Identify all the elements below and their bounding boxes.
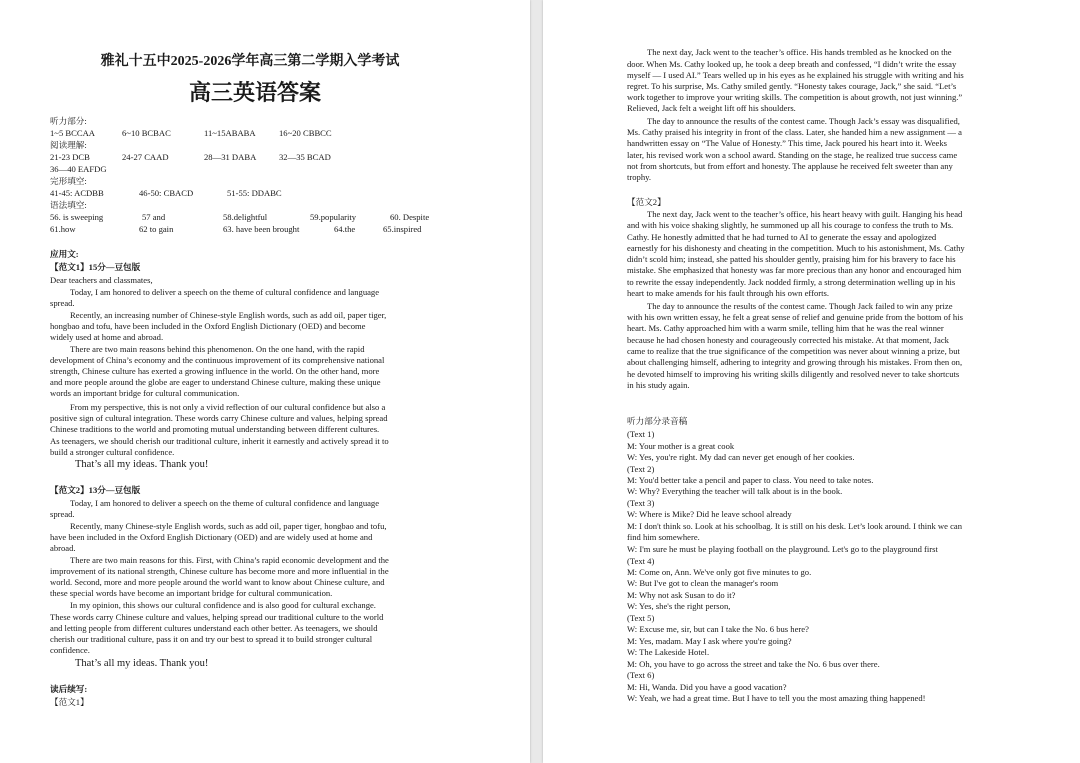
answer-item: 51-55: DDABC — [227, 188, 282, 198]
text-line: world. Second, more and more people around the world want to know about Chinese culture, and — [50, 577, 385, 587]
text-line: Recently, many Chinese-style English words, such as add oil, paper tiger, hongbao and tofu, — [70, 521, 387, 531]
answer-item: 6~10 BCBAC — [122, 128, 171, 138]
text-line: strength, Chinese culture has exerted a growing influence in the world. On the other hand, more — [50, 366, 380, 376]
text-line: That’s all my ideas. Thank you! — [75, 658, 209, 669]
text-line: M: Hi, Wanda. Did you have a good vacation? — [627, 682, 787, 692]
text-line: build a stronger cultural confidence. — [50, 447, 175, 457]
answer-heading: 36—40 EAFDG — [50, 164, 107, 174]
text-line: development of China’s economy and the continuous improvement of its comprehensive national — [50, 355, 385, 365]
text-line: he devoted himself to improving his writing skills diligently and resolved never to take shortcuts — [627, 369, 960, 379]
text-line: work together to improve your writing skills. The competition is about growth, not just winning.” — [627, 92, 963, 102]
answer-heading: 语法填空: — [50, 200, 87, 210]
text-line: M: Why not ask Susan to do it? — [627, 590, 736, 600]
text-line: myself — I used AI.” Tears welled up in his eyes as he explained his struggle with writing and his — [627, 70, 964, 80]
answer-item: 32—35 BCAD — [279, 152, 331, 162]
text-line: trophy. — [627, 172, 652, 182]
answer-item: 58.delightful — [223, 212, 268, 222]
answer-item: 57 and — [142, 212, 166, 222]
text-line: Dear teachers and classmates, — [50, 275, 153, 285]
text-line: M: I don't think so. Look at his schoolbag. It is still on his desk. Let’s look around. I think we can — [627, 521, 963, 531]
text-line: M: Your mother is a great cook — [627, 441, 735, 451]
text-line: M: You'd better take a pencil and paper to class. You need to take notes. — [627, 475, 874, 485]
answer-heading: 听力部分: — [50, 116, 87, 126]
text-line: The day to announce the results of the contest came. Though Jack failed to win any prize — [647, 301, 953, 311]
text-line: mistake. She emphasized that honesty was far more precious than any honor and encouraged him — [627, 265, 962, 275]
text-line: The next day, Jack went to the teacher’s office. His hands trembled as he knocked on the — [647, 47, 952, 57]
text-line: and more people around the globe are eager to understand Chinese culture, making these unique — [50, 377, 381, 387]
text-line: words an important bridge for cultural communication. — [50, 388, 240, 398]
answer-item: 28—31 DABA — [204, 152, 257, 162]
text-line: There are two main reasons behind this phenomenon. On the one hand, with the rapid — [70, 344, 365, 354]
text-line: 【范文1】 — [50, 697, 89, 707]
answer-item: 59.popularity — [310, 212, 357, 222]
answer-item: 63. have been brought — [223, 224, 300, 234]
text-line: positive sign of cultural integration. These words carry Chinese culture and values, helping spread — [50, 413, 388, 423]
text-line: about challenging himself, adhering to integrity and growing through his mistakes. From then on, — [627, 357, 963, 367]
text-line: find him somewhere. — [627, 532, 700, 542]
text-line: Recently, an increasing number of Chinese-style English words, such as add oil, paper tiger, — [70, 310, 387, 320]
answer-item: 62 to gain — [139, 224, 174, 234]
text-line: (Text 2) — [627, 464, 655, 474]
text-line: confidence. — [50, 645, 90, 655]
text-line: W: Yeah, we had a great time. But I have to tell you the most amazing thing happened! — [627, 693, 926, 703]
text-line: (Text 3) — [627, 498, 655, 508]
text-line: The next day, Jack went to the teacher’s office, his heart heavy with guilt. Hanging his head — [647, 209, 963, 219]
text-line: heart to make amends for his fault through his own efforts. — [627, 288, 829, 298]
answer-item: 56. is sweeping — [50, 212, 104, 222]
answer-item: 1~5 BCCAA — [50, 128, 95, 138]
answer-item: 41-45: ACDBB — [50, 188, 104, 198]
text-line: earnestly for his dishonesty and cheating in the competition. Much to his astonishment, Ms. Cathy — [627, 243, 965, 253]
text-line: (Text 6) — [627, 670, 655, 680]
text-line: regret. To his surprise, Ms. Cathy smiled gently. “Honesty takes courage, Jack,” she said. “Let’s — [627, 81, 957, 91]
text-line: 【范文2】13分—豆包版 — [50, 485, 141, 495]
text-line: 【范文1】15分—豆包版 — [50, 262, 141, 272]
text-line: (Text 4) — [627, 556, 655, 566]
answer-item: 21-23 DCB — [50, 152, 90, 162]
text-line: Cathy. He honestly admitted that he had turned to AI to generate the essay and apologized — [627, 232, 937, 242]
text-line: Ms. Cathy praised his integrity in front of the class. Later, she handed him a new assignment — a — [627, 127, 962, 137]
text-line: handwritten essay on “The Value of Honesty.” This time, Jack poured his heart into it. Weeks — [627, 138, 947, 148]
text-line: W: Where is Mike? Did he leave school already — [627, 509, 792, 519]
text-line: W: But I've got to clean the manager's room — [627, 578, 779, 588]
text-line: came to realize that the true significance of the competition was never about winning a prize, but — [627, 346, 960, 356]
text-line: not from shortcuts, but from effort and honesty. The applause he received felt sweeter than any — [627, 161, 953, 171]
text-line: As teenagers, we should cherish our traditional culture, inherit it earnestly and actively spread it to — [50, 436, 389, 446]
answer-heading: 完形填空: — [50, 176, 87, 186]
text-line: later, his revised work won a school award. Standing on the stage, he realized true success came — [627, 150, 958, 160]
page-left — [0, 0, 530, 763]
text-line: spread. — [50, 509, 75, 519]
text-line: heart. Ms. Cathy approached him with a warm smile, telling him that he was the real winner — [627, 323, 944, 333]
text-line: These words carry Chinese culture and values, helping spread our traditional culture to the world — [50, 612, 384, 622]
text-line: W: The Lakeside Hotel. — [627, 647, 710, 657]
text-line: these special words have become an important bridge for cultural communication. — [50, 588, 333, 598]
text-line: The day to announce the results of the contest came. Though Jack’s essay was disqualified, — [647, 116, 960, 126]
text-line: W: Excuse me, sir, but can I take the No. 6 bus here? — [627, 624, 809, 634]
page-right — [543, 0, 1080, 763]
text-line: (Text 5) — [627, 613, 655, 623]
text-line: 读后续写: — [50, 684, 88, 694]
text-line: (Text 1) — [627, 429, 655, 439]
answer-item: 65.inspired — [383, 224, 422, 234]
text-line: Today, I am honored to deliver a speech on the theme of cultural confidence and language — [70, 287, 380, 297]
text-line: W: Yes, you're right. My dad can never get enough of her cookies. — [627, 452, 855, 462]
text-line: Chinese traditions to the world and promoting mutual understanding between different cultures. — [50, 424, 380, 434]
exam-title: 雅礼十五中2025-2026学年高三第二学期入学考试 — [100, 54, 400, 69]
text-line: because he had chosen honesty and courageously corrected his mistake. At that moment, Jack — [627, 335, 949, 345]
text-line: hongbao and tofu, have been included in the Oxford English Dictionary (OED) and become — [50, 321, 366, 331]
answer-item: 16~20 CBBCC — [279, 128, 332, 138]
text-line: W: Why? Everything the teacher will talk about is in the book. — [627, 486, 843, 496]
text-line: In my opinion, this shows our cultural confidence and is also good for cultural exchange. — [70, 600, 376, 610]
text-line: W: Yes, she's the right person, — [627, 601, 731, 611]
text-line: abroad. — [50, 543, 76, 553]
text-line: didn’t scold him; instead, she patted his shoulder gently, praising him for his bravery to face his — [627, 254, 956, 264]
text-line: 听力部分录音稿 — [627, 416, 688, 426]
answer-item: 46-50: CBACD — [139, 188, 194, 198]
text-line: M: Come on, Ann. We've only got five minutes to go. — [627, 567, 812, 577]
answer-item: 64.the — [334, 224, 356, 234]
text-line: There are two main reasons for this. First, with China’s rapid economic development and the — [70, 555, 389, 565]
text-line: and letting people from different cultures understand each other better. As teenagers, we should — [50, 623, 378, 633]
answer-item: 61.how — [50, 224, 76, 234]
answer-item: 24-27 CAAD — [122, 152, 169, 162]
text-line: to rewrite the essay independently. Jack nodded firmly, a strong determination welling up in his — [627, 277, 956, 287]
text-line: 应用文: — [50, 249, 79, 259]
text-line: Today, I am honored to deliver a speech on the theme of cultural confidence and language — [70, 498, 380, 508]
text-line: and with his voice shaking slightly, he summoned up all his courage to confess the truth to Ms. — [627, 220, 954, 230]
text-line: M: Yes, madam. May I ask where you're going? — [627, 636, 792, 646]
text-line: 【范文2】 — [627, 197, 666, 207]
text-line: have been included in the Oxford English Dictionary (OED) and are widely used at home and — [50, 532, 373, 542]
text-line: Relieved, Jack felt a weight lift off his shoulders. — [627, 103, 796, 113]
text-line: widely used at home and abroad. — [50, 332, 164, 342]
answer-item: 60. Despite — [390, 212, 430, 222]
text-line: door. When Ms. Cathy looked up, he took a deep breath and confessed, “I didn’t write the essay — [627, 59, 957, 69]
text-line: From my perspective, this is not only a vivid reflection of our cultural confidence but also a — [70, 402, 386, 412]
answer-heading: 阅读理解: — [50, 140, 87, 150]
answer-key-heading: 高三英语答案 — [188, 80, 321, 105]
text-line: W: I'm sure he must be playing football on the playground. Let's go to the playground first — [627, 544, 938, 554]
text-line: That’s all my ideas. Thank you! — [75, 459, 209, 470]
text-line: spread. — [50, 298, 75, 308]
answer-item: 11~15ABABA — [204, 128, 256, 138]
text-line: cherish our traditional culture, pass it on and try our best to spread it to build stronger cultural — [50, 634, 373, 644]
text-line: with his own written essay, he felt a great sense of relief and genuine pride from the bottom of his — [627, 312, 963, 322]
text-line: in his study again. — [627, 380, 690, 390]
text-line: M: Oh, you have to go across the street and take the No. 6 bus over there. — [627, 659, 880, 669]
text-line: improvement of its national strength, Chinese culture has become more and more influential in the — [50, 566, 389, 576]
